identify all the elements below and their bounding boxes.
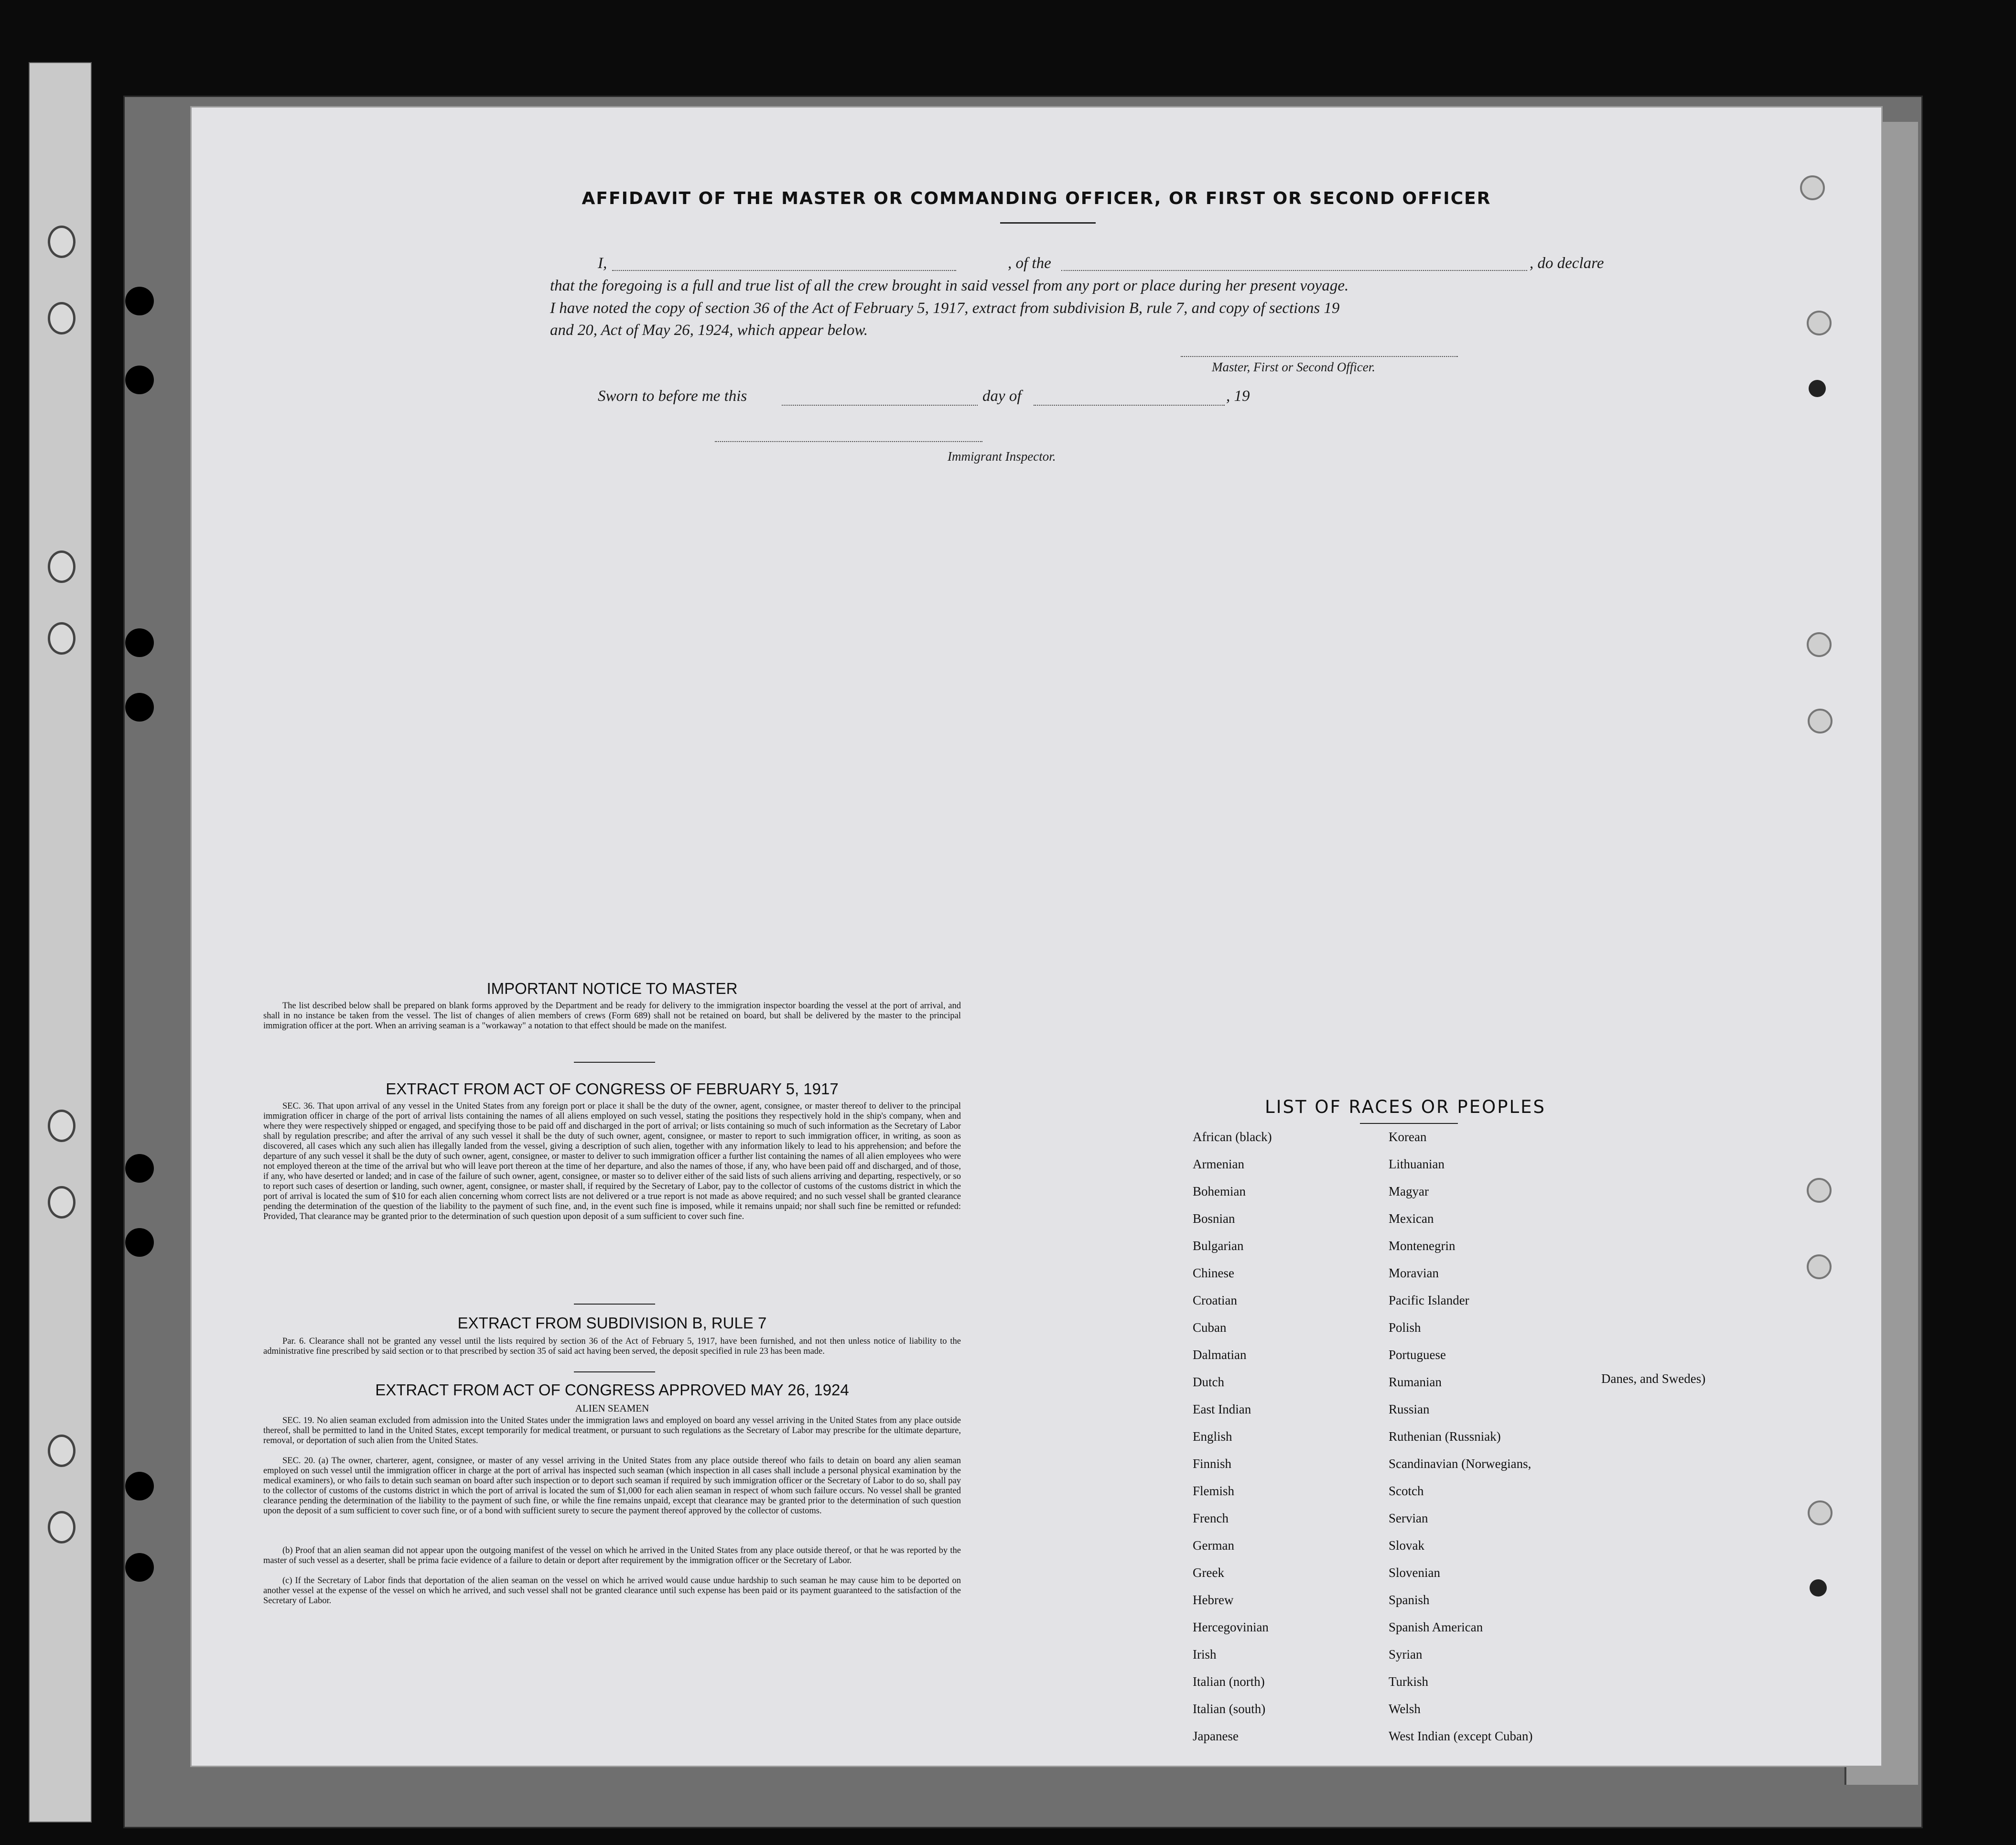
race-item: Japanese [1193, 1729, 1239, 1743]
alien-seamen-subheading: ALIEN SEAMEN [575, 1403, 649, 1414]
sworn-date-field[interactable] [782, 405, 978, 406]
master-signature-field[interactable] [1181, 356, 1458, 357]
punch-hole [125, 1553, 154, 1582]
punch-hole [125, 1472, 154, 1500]
race-item: Irish [1193, 1647, 1217, 1662]
race-item: Hebrew [1193, 1593, 1234, 1607]
form-page [190, 106, 1883, 1767]
race-item: Welsh [1389, 1702, 1421, 1716]
race-item: Polish [1389, 1320, 1421, 1335]
race-item: Montenegrin [1389, 1239, 1455, 1253]
declaration-i: I, [598, 255, 607, 272]
binding-hole [48, 622, 75, 655]
punch-hole [125, 693, 154, 722]
race-item: Scotch [1389, 1484, 1424, 1498]
race-item: Servian [1389, 1511, 1428, 1525]
declaration-line-4: and 20, Act of May 26, 1924, which appear below. [550, 322, 868, 339]
race-item: Hercegovinian [1193, 1620, 1269, 1634]
race-item: Lithuanian [1389, 1157, 1445, 1171]
race-item: Russian [1389, 1402, 1430, 1416]
divider [574, 1304, 655, 1305]
race-item: Bosnian [1193, 1211, 1235, 1226]
race-item: Croatian [1193, 1293, 1237, 1307]
race-item: Spanish [1389, 1593, 1430, 1607]
race-item: Scandinavian (Norwegians, [1389, 1457, 1531, 1471]
binding-hole [48, 1110, 75, 1142]
race-item: German [1193, 1538, 1234, 1553]
extract-1917-text: SEC. 36. That upon arrival of any vessel in the United States from any foreign port or place it shall be the duty of the owner, agent, consignee, or master thereof to deliver to the principal immigration officer in charge of the port of arrival lists containing the names of all aliens employed on such vessel, stating the positions they respectively hold in the ship's company, when and where they were respectively shipped or engaged, and specifying those to be paid off and discharged in the port of arrival; or lists containing so much of such information as the Secretary of Labor shall by regulation prescribe; and after the arrival of any such vessel it shall be the duty of such owner, agent, consignee, or master to report to such immigration officer, in writing, as soon as discovered, all cases which any such alien has illegally landed from the vessel, giving a description of such alien, together with any information likely to lead to his apprehension; and before the departure of any such vessel it shall be the duty of such owner, agent, consignee, or master to deliver to such immigration officer a further list containing the names of all alien employees who were not employed thereon at the time of the arrival but who will leave port thereon at the time of her departure, and also the names of those, if any, who have been paid off and discharged, and of those, if any, who have deserted or landed; and in case of the failure of such owner, agent, consignee, or master so to deliver either of the said lists of such aliens arriving and departing, respectively, or so to report such cases of desertion or landing, such owner, agent, consignee, or master shall, if required by the Secretary of Labor, pay to the collector of customs of the customs district in which the port of arrival is located the sum of $10 for each alien concerning whom correct lists are not delivered or a true report is not made as above required; and no such vessel shall be granted clearance pending the determination of the question of the liability to the payment of such fine, and, in the event such fine is imposed, while it remains unpaid; nor shall such fine be remitted or refunded: Provided, That clearance may be granted prior to the determination of such question upon deposit of a sum sufficient to cover such fine. [263, 1101, 961, 1221]
race-item: Chinese [1193, 1266, 1234, 1280]
race-item: Moravian [1389, 1266, 1439, 1280]
race-item: Bulgarian [1193, 1239, 1244, 1253]
year-text: , 19 [1226, 388, 1250, 405]
binding-hole [48, 226, 75, 258]
race-item: Spanish American [1389, 1620, 1483, 1634]
inspector-signature-field[interactable] [715, 441, 982, 442]
race-item: English [1193, 1429, 1232, 1444]
race-item: Dutch [1193, 1375, 1224, 1389]
declaration-of-the: , of the [1008, 255, 1051, 272]
race-item: Dalmatian [1193, 1348, 1247, 1362]
page-punch-hole [1808, 709, 1833, 734]
race-item: Slovak [1389, 1538, 1425, 1553]
page-punch-hole [1810, 1579, 1827, 1597]
page-punch-hole [1807, 1178, 1832, 1203]
officer-name-field[interactable] [612, 270, 956, 271]
race-item: Portuguese [1389, 1348, 1446, 1362]
sec-20b-text: (b) Proof that an alien seaman did not appear upon the outgoing manifest of the vessel on which he arrived in the United States from any place outside thereof, or that he was reported by the master of such vessel as a deserter, shall be prima facie evidence of a failure to detain or deport after requirement by the immigration officer or the Secretary of Labor. [263, 1546, 961, 1565]
binding-hole [48, 302, 75, 334]
notice-heading: IMPORTANT NOTICE TO MASTER [486, 980, 738, 997]
page-punch-hole [1807, 311, 1832, 335]
race-item: Korean [1389, 1130, 1427, 1144]
extract-1917-heading: EXTRACT FROM ACT OF CONGRESS OF FEBRUARY 5, 1917 [386, 1080, 839, 1098]
binding-hole [48, 1511, 75, 1543]
race-item: Danes, and Swedes) [1601, 1371, 1706, 1386]
punch-hole [125, 287, 154, 315]
sworn-month-field[interactable] [1034, 405, 1225, 406]
notice-text: The list described below shall be prepared on blank forms approved by the Department and be ready for delivery to the immigration inspector boarding the vessel at the port of arrival, and shall in no instance be taken from the vessel. The list of changes of alien members of crews (Form 689) shall not be retained on board, but shall be delivered by the master to the principal immigration officer at the port. When an arriving seaman is a "workaway" a notation to that effect should be made on the manifest. [263, 1001, 961, 1031]
inspector-label: Immigrant Inspector. [948, 449, 1056, 464]
race-item: African (black) [1193, 1130, 1272, 1144]
race-item: Bohemian [1193, 1184, 1246, 1198]
declaration-line-3: I have noted the copy of section 36 of the Act of February 5, 1917, extract from subdivision B, rule 7, and copy of sections 19 [550, 300, 1340, 317]
race-item: Mexican [1389, 1211, 1434, 1226]
master-signature-label: Master, First or Second Officer. [1212, 360, 1375, 374]
binding-hole [48, 1435, 75, 1467]
race-item: Magyar [1389, 1184, 1429, 1198]
sec-20c-text: (c) If the Secretary of Labor finds that deportation of the alien seaman on the vessel on which he arrived would cause undue hardship to such seaman he may cause him to be deported on another vessel at the expense of the vessel on which he arrived, and such vessel shall not be granted clearance until such expense has been paid or its payment guaranteed to the satisfaction of the Secretary of Labor. [263, 1576, 961, 1606]
race-item: East Indian [1193, 1402, 1251, 1416]
race-item: Greek [1193, 1565, 1224, 1580]
divider [574, 1062, 655, 1063]
page-punch-hole [1807, 1254, 1832, 1279]
day-of-text: day of [982, 388, 1022, 405]
race-item: Armenian [1193, 1157, 1244, 1171]
race-item: Slovenian [1389, 1565, 1440, 1580]
divider [1000, 222, 1096, 224]
races-heading: LIST OF RACES OR PEOPLES [1264, 1097, 1546, 1117]
sec-20a-text: SEC. 20. (a) The owner, charterer, agent, consignee, or master of any vessel arriving in the United States from any place outside thereof who fails to detain on board any alien seaman employed on such vessel until the immigration officer in charge at the port of arrival has inspected such seaman (which inspection in all cases shall include a personal physical examination by the medical examiners), or who fails to detain such seaman on board after such inspection or to deport such seaman if required by such immigration officer or the Secretary of Labor to do so, shall pay to the collector of customs of the customs district in which the port of arrival is located the sum of $1,000 for each alien seaman in respect of whom such failure occurs. No vessel shall be granted clearance pending the determination of the liability to the payment of such fine, or while the fine remains unpaid, except that clearance may be granted prior to the determination of such question upon the deposit of a sum sufficient to cover such fine, or of a bond with sufficient surety to secure the payment thereof approved by the collector of customs. [263, 1456, 961, 1516]
race-item: Ruthenian (Russniak) [1389, 1429, 1501, 1444]
binding-strip [29, 62, 92, 1823]
divider [574, 1371, 655, 1372]
race-item: Rumanian [1389, 1375, 1442, 1389]
declaration-line-2: that the foregoing is a full and true list of all the crew brought in said vessel from any port or place during her present voyage. [550, 277, 1349, 294]
punch-hole [125, 1228, 154, 1257]
binding-hole [48, 550, 75, 583]
race-item: Finnish [1193, 1457, 1232, 1471]
race-item: Cuban [1193, 1320, 1227, 1335]
punch-hole [125, 1154, 154, 1183]
race-item: Flemish [1193, 1484, 1235, 1498]
sworn-text: Sworn to before me this [598, 388, 747, 405]
race-item: Syrian [1389, 1647, 1423, 1662]
rule-7-heading: EXTRACT FROM SUBDIVISION B, RULE 7 [457, 1314, 767, 1332]
affidavit-title: AFFIDAVIT OF THE MASTER OR COMMANDING OFFICER, OR FIRST OR SECOND OFFICER [582, 189, 1491, 208]
extract-1924-heading: EXTRACT FROM ACT OF CONGRESS APPROVED MAY 26, 1924 [375, 1381, 849, 1399]
page-punch-hole [1808, 1500, 1833, 1525]
divider [1360, 1123, 1458, 1124]
race-item: Italian (south) [1193, 1702, 1266, 1716]
page-punch-hole [1807, 632, 1832, 657]
race-item: Turkish [1389, 1674, 1429, 1689]
sec-19-text: SEC. 19. No alien seaman excluded from admission into the United States under the immigration laws and employed on board any vessel arriving in the United States from any place outside thereof, shall be permitted to land in the United States, except temporarily for medical treatment, or pursuant to such regulations as the Secretary of Labor may prescribe for the ultimate departure, removal, or deportation of such alien from the United States. [263, 1416, 961, 1446]
race-item: Italian (north) [1193, 1674, 1265, 1689]
race-item: Pacific Islander [1389, 1293, 1469, 1307]
punch-hole [125, 628, 154, 657]
race-item: West Indian (except Cuban) [1389, 1729, 1533, 1743]
punch-hole [125, 366, 154, 394]
vessel-name-field[interactable] [1061, 270, 1527, 271]
rule-7-text: Par. 6. Clearance shall not be granted any vessel until the lists required by section 36 of the Act of February 5, 1917, have been furnished, and not then unless notice of liability to the administrative fine prescribed by said section or to that prescribed by section 35 of said act having been served, the deposit specified in rule 23 has been made. [263, 1337, 961, 1356]
declaration-declare: , do declare [1530, 255, 1604, 272]
page-punch-hole [1809, 380, 1826, 397]
binding-hole [48, 1186, 75, 1219]
race-item: French [1193, 1511, 1229, 1525]
